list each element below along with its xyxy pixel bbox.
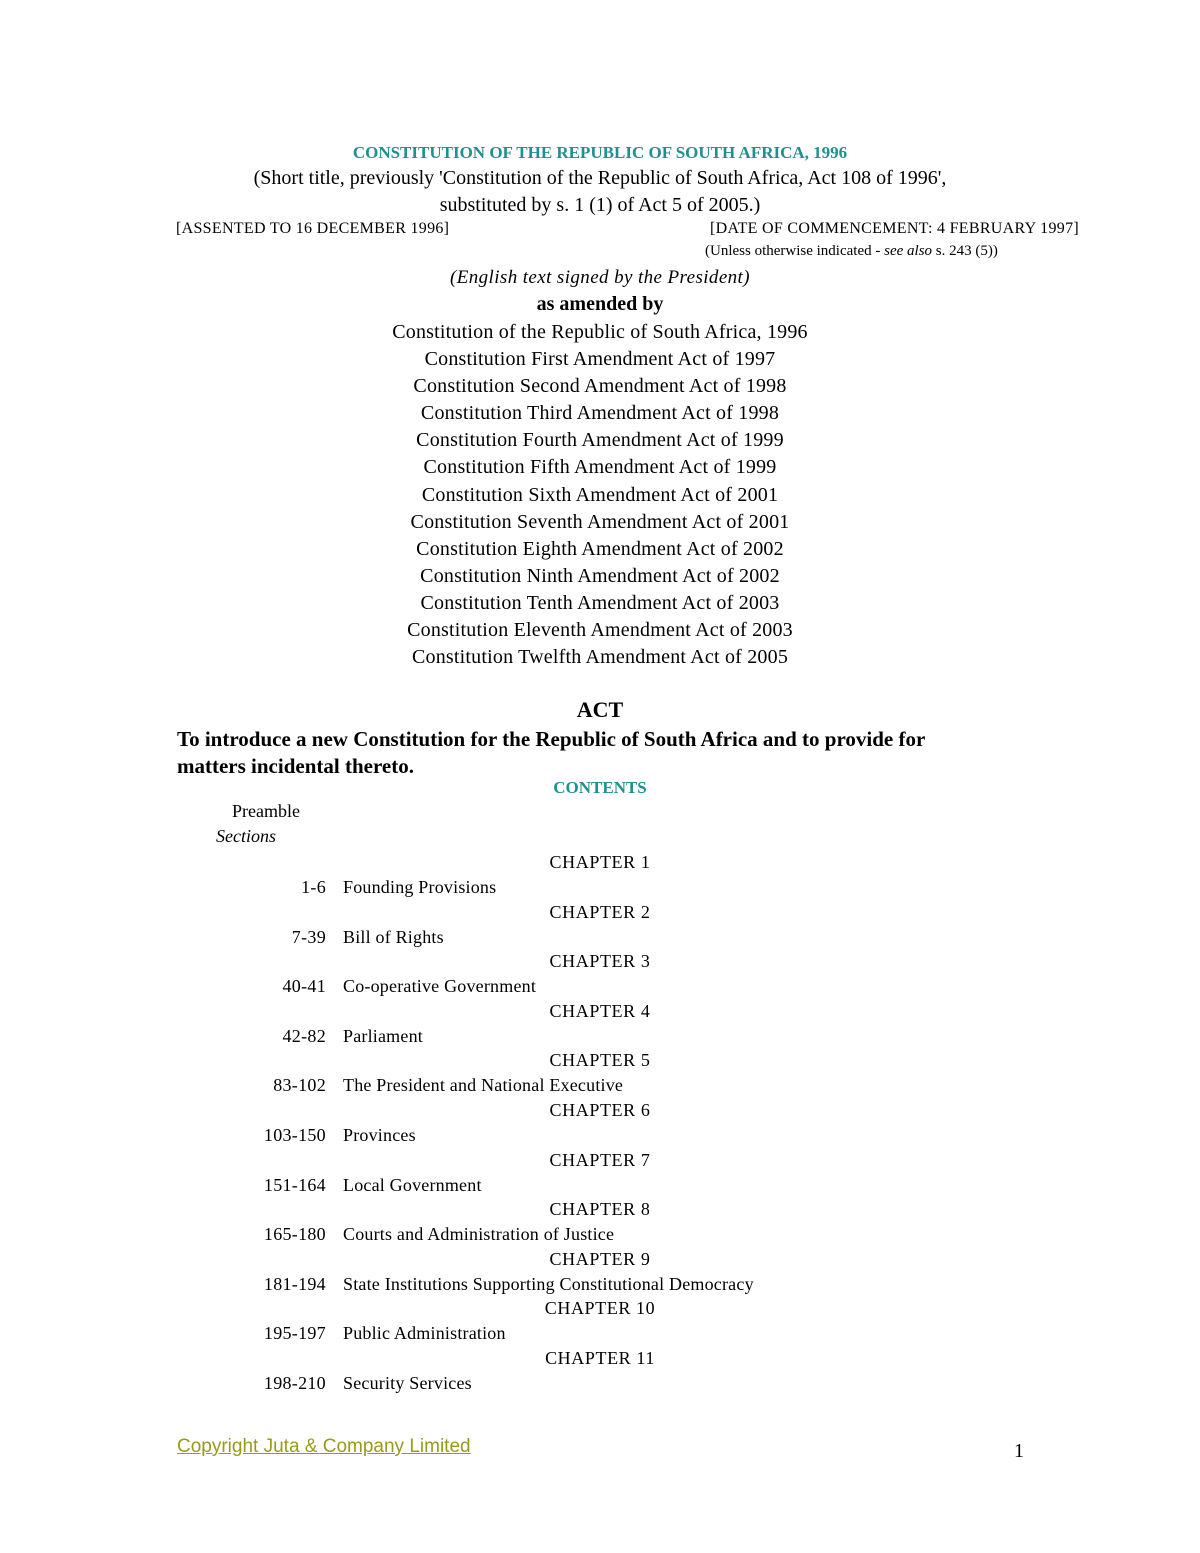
- chapter-title: Parliament: [343, 1025, 423, 1046]
- chapter-title: Provinces: [343, 1124, 416, 1145]
- commencement-note: [705, 243, 998, 260]
- page-number: 1: [1014, 1440, 1024, 1462]
- toc-chapter-group: [0, 1098, 1200, 1148]
- toc-chapter-group: [0, 999, 1200, 1049]
- amended-by-heading: as amended by: [536, 293, 664, 315]
- amendment-item: Constitution Eighth Amendment Act of 2002: [416, 537, 784, 560]
- chapter-heading: CHAPTER 10: [544, 1298, 656, 1319]
- toc-chapter-group: [0, 1346, 1200, 1396]
- amendment-item: Constitution of the Republic of South Africa, 1996: [392, 321, 808, 343]
- preamble-entry: Preamble: [232, 801, 300, 821]
- chapter-heading: CHAPTER 3: [549, 951, 651, 972]
- short-title-note-line-1: (Short title, previously 'Constitution of the Republic of South Africa, Act 108 of 1996',: [253, 167, 947, 189]
- chapter-title: Founding Provisions: [343, 877, 497, 897]
- amendment-item: Constitution Tenth Amendment Act of 2003: [420, 591, 780, 614]
- section-range: 195-197: [263, 1323, 326, 1344]
- section-range: 40-41: [282, 976, 326, 997]
- section-range: 181-194: [263, 1273, 326, 1294]
- chapter-title: Public Administration: [343, 1323, 506, 1344]
- chapter-heading: CHAPTER 5: [549, 1050, 651, 1071]
- short-title-note-line-2: substituted by s. 1 (1) of Act 5 of 2005.): [439, 194, 761, 216]
- commencement-note-suffix: s. 243 (5)): [932, 243, 998, 259]
- amendment-item: Constitution First Amendment Act of 1997: [424, 348, 776, 371]
- assented-date: [ASSENTED TO 16 DECEMBER 1996]: [176, 220, 450, 237]
- chapter-title: Co-operative Government: [343, 976, 537, 997]
- section-range: 83-102: [273, 1075, 326, 1096]
- section-range: 103-150: [263, 1124, 326, 1145]
- toc-chapter-group: [0, 1148, 1200, 1198]
- commencement-note-see-also: see also: [884, 243, 933, 259]
- commencement-date: [DATE OF COMMENCEMENT: 4 FEBRUARY 1997]: [710, 220, 1079, 237]
- commencement-note-prefix: (Unless otherwise indicated -: [705, 243, 885, 259]
- toc-chapter-group: [0, 1247, 1200, 1297]
- chapter-heading: CHAPTER 4: [549, 1000, 651, 1021]
- toc-chapter-group: [0, 1296, 1200, 1346]
- chapter-heading: CHAPTER 9: [549, 1248, 651, 1269]
- copyright-link[interactable]: Copyright Juta & Company Limited: [177, 1436, 471, 1457]
- toc-chapter-group: [0, 850, 1200, 900]
- section-range: 42-82: [282, 1025, 326, 1046]
- chapter-title: Local Government: [343, 1174, 482, 1195]
- section-range: 198-210: [263, 1372, 326, 1393]
- amendment-item: Constitution Sixth Amendment Act of 2001: [421, 483, 779, 506]
- chapter-heading: CHAPTER 11: [545, 1347, 655, 1368]
- sections-label: Sections: [216, 826, 276, 846]
- chapter-title: Courts and Administration of Justice: [343, 1224, 615, 1245]
- document-title: CONSTITUTION OF THE REPUBLIC OF SOUTH AFRICA, 1996: [352, 143, 848, 162]
- chapter-heading: CHAPTER 2: [549, 901, 651, 922]
- chapter-heading: CHAPTER 8: [549, 1199, 651, 1220]
- amendment-item: Constitution Third Amendment Act of 1998: [420, 402, 780, 425]
- act-heading: ACT: [576, 697, 624, 722]
- contents-heading: CONTENTS: [553, 778, 647, 797]
- amendment-item: Constitution Second Amendment Act of 1998: [413, 375, 787, 398]
- amendment-item: Constitution Seventh Amendment Act of 2001: [410, 510, 790, 533]
- section-range: 7-39: [291, 926, 326, 947]
- toc-chapter-group: [0, 900, 1200, 950]
- chapter-heading: CHAPTER 7: [549, 1149, 651, 1170]
- table-of-contents: [0, 850, 1200, 1396]
- amendment-item: Constitution Ninth Amendment Act of 2002: [420, 564, 780, 587]
- long-title-line-2: matters incidental thereto.: [177, 754, 414, 778]
- chapter-title: The President and National Executive: [343, 1075, 624, 1096]
- amendment-list: [0, 319, 1200, 671]
- amendment-item: Constitution Fourth Amendment Act of 1999: [416, 429, 784, 452]
- chapter-title: State Institutions Supporting Constitutional Democracy: [343, 1273, 754, 1294]
- chapter-heading: CHAPTER 6: [549, 1099, 651, 1120]
- long-title-line-1: To introduce a new Constitution for the Republic of South Africa and to provide for: [177, 727, 926, 751]
- toc-chapter-group: [0, 1197, 1200, 1247]
- amendment-item: Constitution Fifth Amendment Act of 1999: [423, 456, 777, 479]
- section-range: 1-6: [301, 877, 326, 897]
- section-range: 151-164: [263, 1174, 326, 1195]
- toc-chapter-group: [0, 1048, 1200, 1098]
- chapter-title: Security Services: [343, 1372, 472, 1393]
- amendment-item: Constitution Twelfth Amendment Act of 2005: [411, 646, 789, 669]
- english-text-note: (English text signed by the President): [450, 267, 750, 288]
- toc-chapter-group: [0, 949, 1200, 999]
- chapter-heading: CHAPTER 1: [549, 852, 651, 872]
- chapter-title: Bill of Rights: [343, 926, 444, 947]
- amendment-item: Constitution Eleventh Amendment Act of 2003: [407, 619, 793, 642]
- section-range: 165-180: [263, 1224, 326, 1245]
